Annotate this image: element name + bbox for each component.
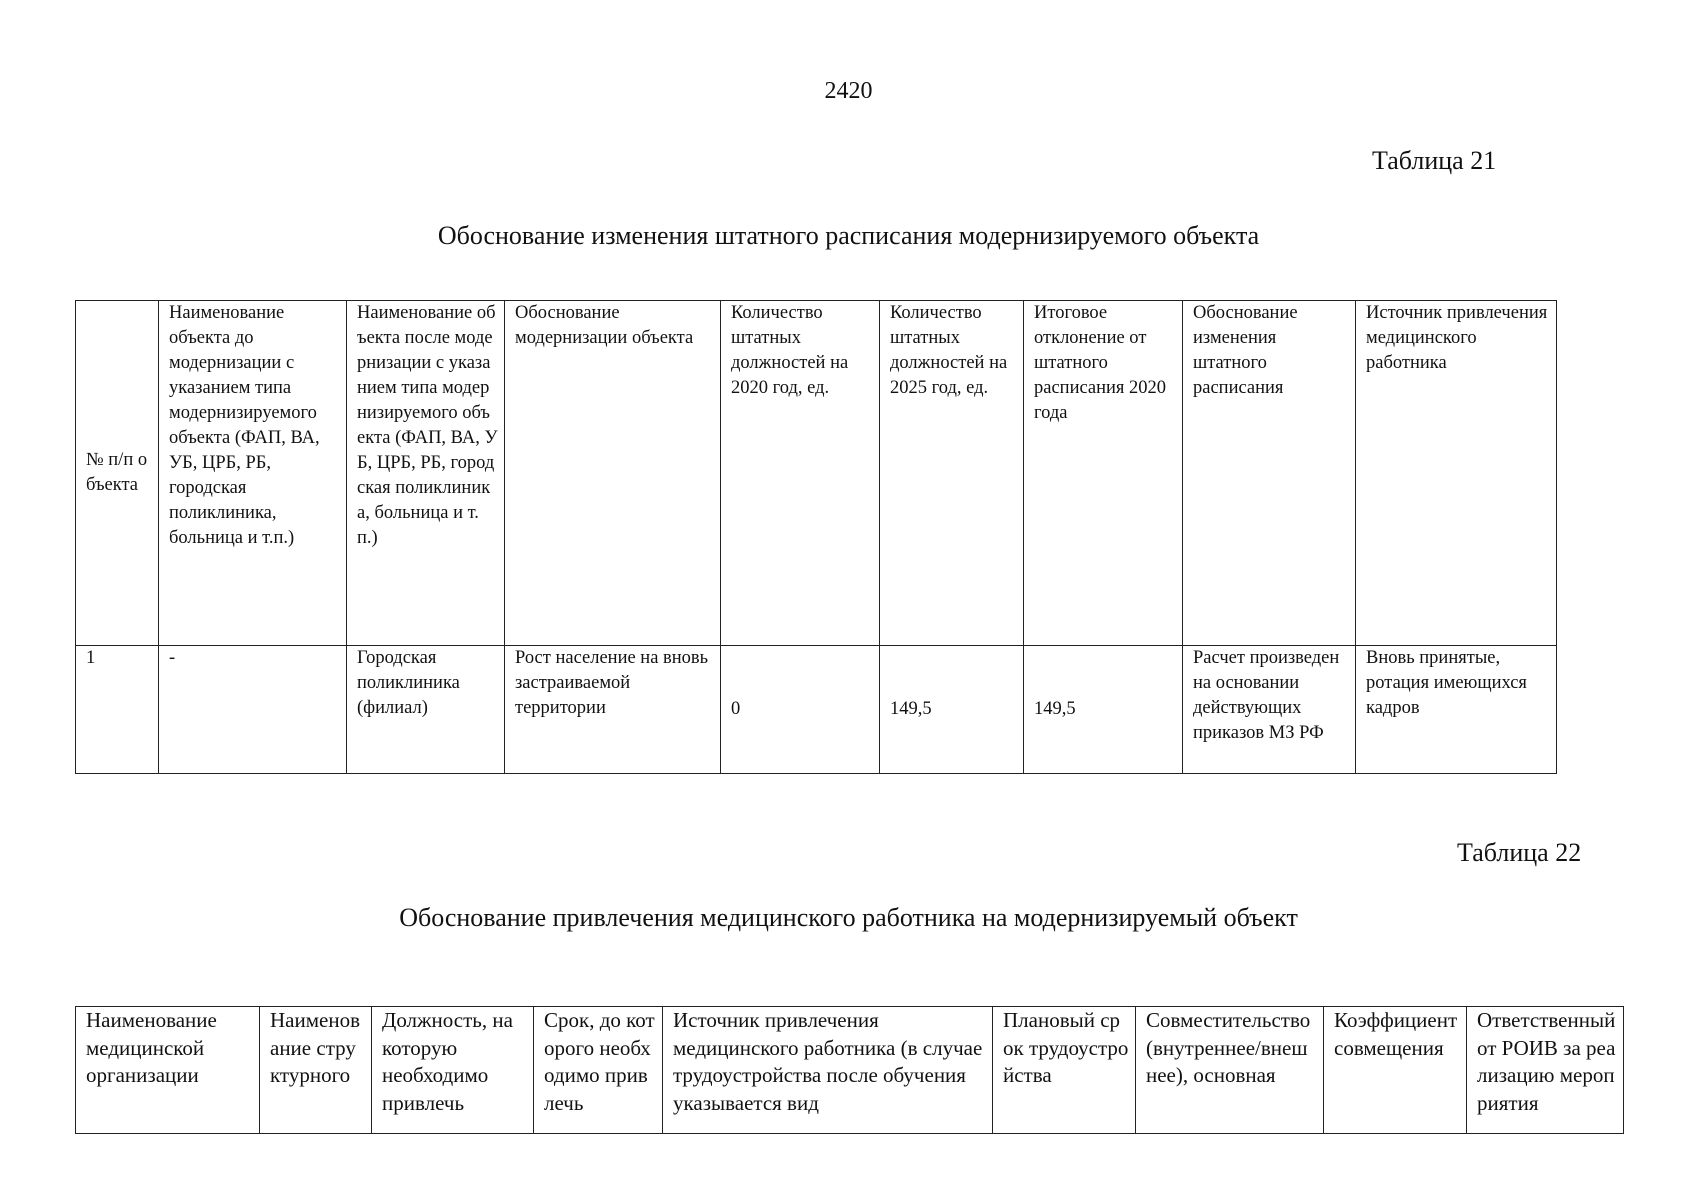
table-cell: 0 (721, 646, 880, 774)
header-cell: Наименование объекта после модернизации с указанием типа модернизируемого объекта (ФАП, ВА, УБ, ЦРБ, РБ, городская поликлиника, больница и т.п.) (347, 301, 505, 646)
header-cell: Срок, до которого необходимо привлечь (534, 1007, 663, 1134)
worker-attraction-table (75, 1006, 1624, 1134)
table-cell: Городская поликлиника (филиал) (347, 646, 505, 774)
table-cell: Рост население на вновь застраиваемой территории (505, 646, 721, 774)
table-21-title: Обоснование изменения штатного расписания модернизируемого объекта (437, 221, 1260, 250)
table-cell: - (159, 646, 347, 774)
header-cell: Обоснование модернизации объекта (505, 301, 721, 646)
table-cell: 149,5 (1024, 646, 1183, 774)
table-cell: 149,5 (880, 646, 1024, 774)
table-header-row (76, 301, 1557, 646)
table-cell: Расчет произведен на основании действующих приказов МЗ РФ (1183, 646, 1356, 774)
header-cell: Количество штатных должностей на 2025 год, ед. (880, 301, 1024, 646)
table-cell: Вновь принятые, ротация имеющихся кадров (1356, 646, 1557, 774)
table-header-row (76, 1007, 1624, 1134)
table-cell: 1 (76, 646, 159, 774)
header-cell: Ответственный от РОИВ за реализацию мероприятия (1467, 1007, 1624, 1134)
header-cell: Наименование медицинской организации (76, 1007, 260, 1134)
header-cell: Плановый срок трудоустройства (993, 1007, 1136, 1134)
table-22-title: Обоснование привлечения медицинского работника на модернизируемый объект (399, 903, 1298, 932)
header-cell: Итоговое отклонение от штатного расписания 2020 года (1024, 301, 1183, 646)
header-cell: № п/п объекта (76, 301, 159, 646)
header-cell: Обоснование изменения штатного расписания (1183, 301, 1356, 646)
header-cell: Наименование объекта до модернизации с указанием типа модернизируемого объекта (ФАП, ВА, УБ, ЦРБ, РБ, городская поликлиника, больница и т.п.) (159, 301, 347, 646)
table-row (76, 646, 1557, 774)
header-cell: Коэффициент совмещения (1324, 1007, 1467, 1134)
header-cell: Наименование структурного (260, 1007, 372, 1134)
header-cell: Источник привлечения медицинского работника (1356, 301, 1557, 646)
header-cell: Количество штатных должностей на 2020 год, ед. (721, 301, 880, 646)
header-cell: Источник привлечения медицинского работника (в случае трудоустройства после обучения указывается вид (663, 1007, 993, 1134)
page-number: 2420 (824, 78, 873, 104)
table-22-label: Таблица 22 (1457, 838, 1582, 867)
header-cell: Должность, на которую необходимо привлечь (372, 1007, 534, 1134)
table-21-label: Таблица 21 (1372, 146, 1497, 175)
staffing-justification-table (75, 300, 1557, 774)
header-cell: Совместительство (внутреннее/внешнее), основная (1136, 1007, 1324, 1134)
